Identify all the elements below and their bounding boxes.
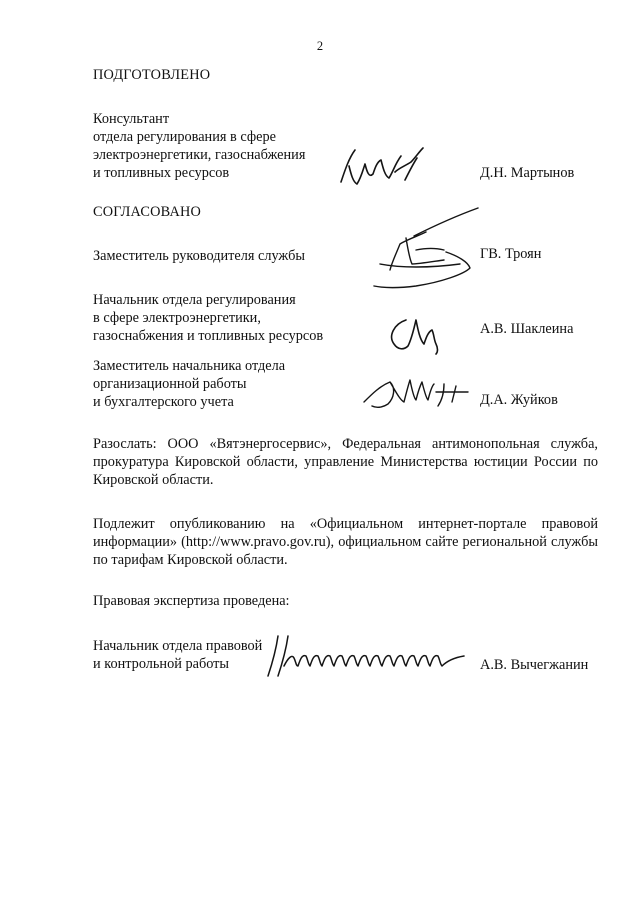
signatory-role-shakleina xyxy=(93,291,363,345)
signatory-name-martynov: Д.Н. Мартынов xyxy=(480,165,575,181)
role-line: в сфере электроэнергетики, xyxy=(93,310,261,326)
role-line: организационной работы xyxy=(93,376,247,392)
role-line: Заместитель руководителя службы xyxy=(93,248,306,264)
agreed-heading: СОГЛАСОВАНО xyxy=(93,204,202,220)
prepared-heading: ПОДГОТОВЛЕНО xyxy=(93,67,211,83)
role-line: Начальник отдела правовой xyxy=(93,638,263,654)
role-line: и бухгалтерского учета xyxy=(93,394,234,410)
distribution-paragraph: Разослать: ООО «Вятэнергосервис», Федеральная антимонопольная служба, прокуратура Кировской области, управление Министерства юстиции России по Кировской области. xyxy=(93,436,598,488)
role-line: и топливных ресурсов xyxy=(93,165,230,181)
signatory-name-troyan: ГВ. Троян xyxy=(480,246,542,262)
signature-zhuikov xyxy=(360,372,475,414)
signature-shakleina xyxy=(384,312,444,356)
signatory-name-shakleina: А.В. Шаклеина xyxy=(480,321,574,337)
signature-troyan xyxy=(360,202,485,297)
signatory-name-vychegzhanin: А.В. Вычегжанин xyxy=(480,657,589,673)
page-number: 2 xyxy=(316,39,324,53)
role-line: газоснабжения и топливных ресурсов xyxy=(93,328,324,344)
role-line: Консультант xyxy=(93,111,170,127)
role-line: электроэнергетики, газоснабжения xyxy=(93,147,306,163)
signature-vychegzhanin xyxy=(262,632,470,680)
signatory-role-zhuikov xyxy=(93,357,363,411)
role-line: Заместитель начальника отдела xyxy=(93,358,286,374)
role-line: Начальник отдела регулирования xyxy=(93,292,296,308)
signatory-name-zhuikov: Д.А. Жуйков xyxy=(480,392,558,408)
signatory-role-troyan xyxy=(93,247,363,265)
role-line: и контрольной работы xyxy=(93,656,230,672)
signature-martynov xyxy=(335,142,435,190)
role-line: отдела регулирования в сфере xyxy=(93,129,276,145)
legal-review-note: Правовая экспертиза проведена: xyxy=(93,593,290,609)
publication-paragraph: Подлежит опубликованию на «Официальном интернет-портале правовой информации» (http://www.pravo.gov.ru), официальном сайте региональной службы по тарифам Кировской области. xyxy=(93,516,598,568)
signatory-role-martynov xyxy=(93,110,363,182)
